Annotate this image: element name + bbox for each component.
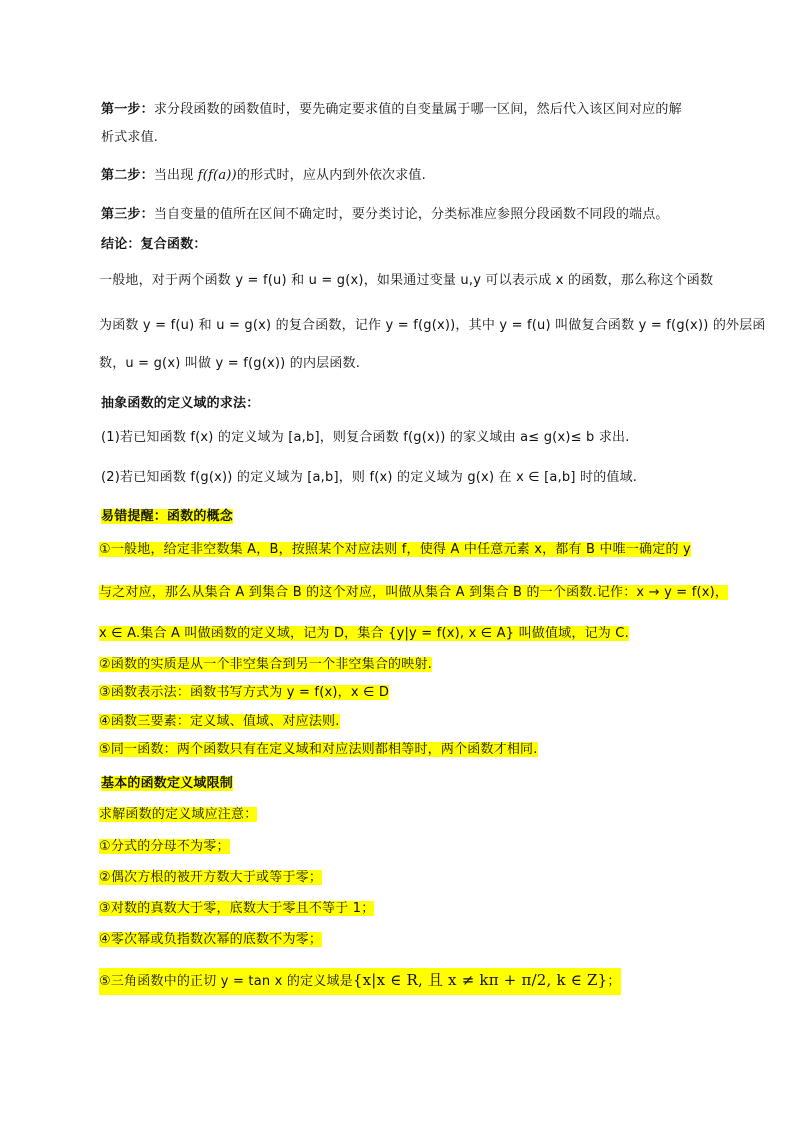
- composite-paragraph-line1: 一般地，对于两个函数 y = f(u) 和 u = g(x)，如果通过变量 u,y 可以表示成 x 的函数，那么称这个函数: [99, 273, 714, 288]
- concept-heading: [101, 507, 233, 527]
- concept-line5-text: ③函数表示法：函数书写方式为 y = f(x)，x ∈ D: [99, 685, 390, 700]
- domain-rule-4-text: ④零次幂或负指数次幂的底数不为零；: [99, 932, 323, 947]
- concept-line2-text: 与之对应，那么从集合 A 到集合 B 的这个对应，叫做从集合 A 到集合 B 的一个函数.记作：x → y = f(x)，: [99, 585, 729, 600]
- concept-line4: [99, 655, 432, 675]
- step1-continuation: [101, 128, 158, 148]
- step3-text: 当自变量的值所在区间不确定时，要分类讨论，分类标准应参照分段函数不同段的端点。: [153, 207, 669, 222]
- concept-line1-text: ①一般地，给定非空数集 A，B，按照某个对应法则 f，使得 A 中任意元素 x，都有 B 中唯一确定的 y: [99, 542, 691, 557]
- step1-text: 求分段函数的函数值时，要先确定要求值的自变量属于哪一区间，然后代入该区间对应的解: [153, 102, 682, 117]
- domain-rule-5: [99, 964, 621, 998]
- concept-line1: [99, 540, 691, 560]
- domain-rule-1: [99, 837, 230, 857]
- step2-pre: 当出现: [153, 168, 194, 183]
- concept-line4-text: ②函数的实质是从一个非空集合到另一个非空集合的映射.: [99, 657, 432, 672]
- step2-label: 第二步：: [101, 168, 154, 183]
- tan-domain-set: {x|x ∈ R, 且 x ≠ kπ + π/2, k ∈ Z}: [352, 971, 608, 989]
- abstract-domain-item2: (2)若已知函数 f(g(x)) 的定义域为 [a,b]，则 f(x) 的定义域为 g(x) 在 x ∈ [a,b] 时的值域.: [101, 470, 638, 485]
- step3-line: [101, 205, 669, 225]
- composite-heading: 结论：复合函数：: [101, 237, 207, 252]
- domain-limits-heading: [101, 774, 233, 794]
- domain-rule-1-text: ①分式的分母不为零；: [99, 839, 230, 854]
- step2-post: 的形式时，应从内到外依次求值.: [236, 168, 426, 183]
- abstract-domain-heading: 抽象函数的定义域的求法：: [101, 396, 260, 411]
- concept-line7: [99, 740, 538, 760]
- concept-line3: [99, 624, 629, 644]
- concept-line3-text: x ∈ A.集合 A 叫做函数的定义域，记为 D，集合 {y|y = f(x), x ∈ A} 叫做值域，记为 C.: [99, 626, 629, 641]
- concept-line2: [99, 583, 728, 603]
- step1-cont-text: 析式求值.: [101, 130, 159, 145]
- domain-rule-5-post: ；: [607, 974, 621, 989]
- concept-line6-text: ④函数三要素：定义域、值域、对应法则.: [99, 714, 340, 729]
- step1-line: [101, 100, 682, 120]
- composite-paragraph-line2: 为函数 y = f(u) 和 u = g(x) 的复合函数，记作 y = f(g(x))，其中 y = f(u) 叫做复合函数 y = f(g(x)) 的外层函: [99, 318, 766, 333]
- domain-rule-5-pre: ⑤三角函数中的正切 y = tan x 的定义域是: [99, 974, 353, 989]
- domain-limits-intro: [99, 805, 257, 825]
- domain-rule-2: [99, 868, 322, 888]
- step2-formula: f(f(a)): [197, 168, 237, 183]
- domain-rule-3-text: ③对数的真数大于零，底数大于零且不等于 1；: [99, 901, 375, 916]
- domain-rule-4: [99, 930, 322, 950]
- domain-rule-3: [99, 899, 374, 919]
- domain-rule-2-text: ②偶次方根的被开方数大于或等于零；: [99, 870, 323, 885]
- concept-line7-text: ⑤同一函数：两个函数只有在定义域和对应法则都相等时，两个函数才相同.: [99, 742, 538, 757]
- domain-rule-5-highlight: [99, 968, 621, 995]
- domain-limits-heading-text: 基本的函数定义域限制: [101, 776, 234, 791]
- concept-heading-text: 易错提醒：函数的概念: [101, 509, 234, 524]
- concept-line6: [99, 712, 340, 732]
- abstract-domain-item1: (1)若已知函数 f(x) 的定义域为 [a,b]，则复合函数 f(g(x)) 的家义域由 a≤ g(x)≤ b 求出.: [101, 430, 630, 445]
- step3-label: 第三步：: [101, 207, 154, 222]
- domain-limits-intro-text: 求解函数的定义域应注意：: [99, 807, 258, 822]
- composite-paragraph-line3: 数，u = g(x) 叫做 y = f(g(x)) 的内层函数.: [99, 356, 361, 371]
- concept-line5: [99, 683, 389, 703]
- step2-line: [101, 166, 426, 186]
- step1-label: 第一步：: [101, 102, 154, 117]
